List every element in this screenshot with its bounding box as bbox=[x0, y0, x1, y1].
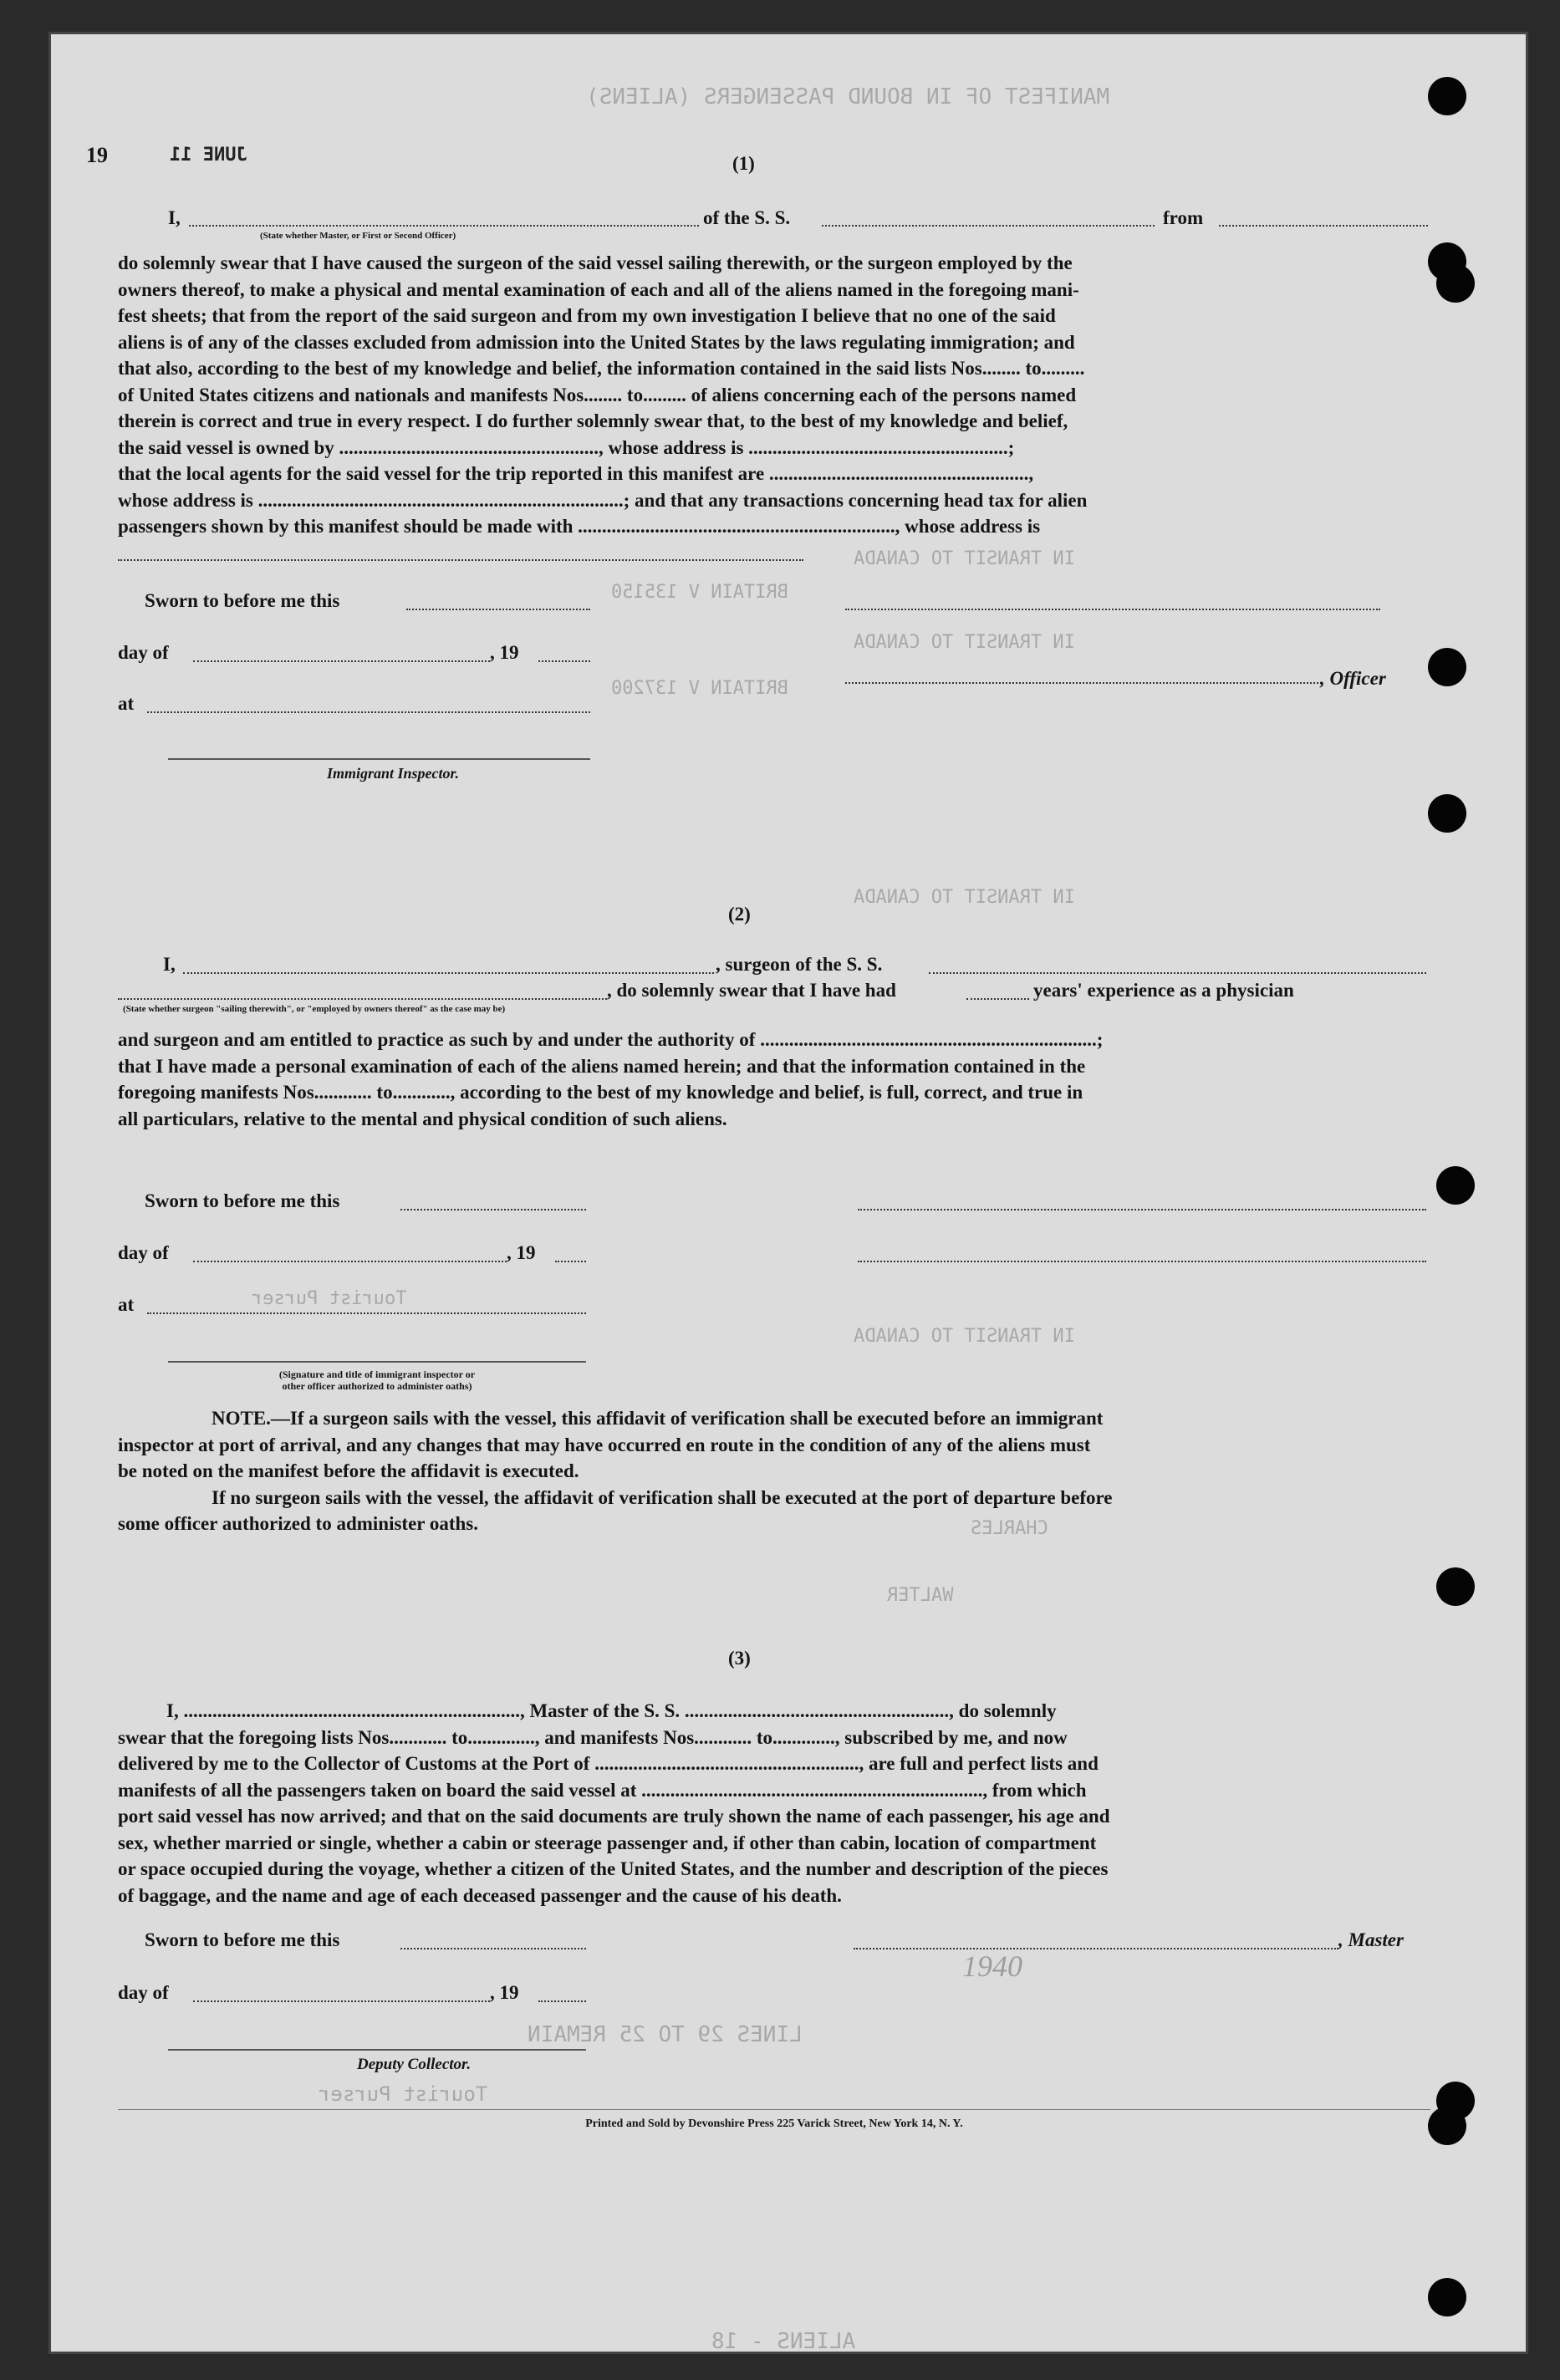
at-field-2 bbox=[147, 1312, 586, 1314]
note-paragraph bbox=[118, 1405, 1430, 1537]
day-of-field-2 bbox=[193, 1261, 507, 1262]
section-1-number: (1) bbox=[732, 153, 755, 174]
sworn-label-2: Sworn to before me this bbox=[145, 1190, 340, 1211]
officer-signature-line-1 bbox=[845, 609, 1380, 610]
section-1-paragraph bbox=[118, 250, 1430, 540]
ghost-text: CHARLES bbox=[971, 1518, 1048, 1539]
sworn-label-1: Sworn to before me this bbox=[145, 590, 340, 611]
paragraph-line: or space occupied during the voyage, whether a citizen of the United States, and the number and description of the pieces bbox=[118, 1858, 1109, 1879]
paragraph-line: swear that the foregoing lists Nos............ to.............., and manifests Nos............ to............., subscribed by me, and now bbox=[118, 1726, 1068, 1748]
officer-hint: (State whether Master, or First or Second Officer) bbox=[260, 231, 456, 241]
address-continuation-field bbox=[118, 559, 803, 561]
paragraph-line: port said vessel has now arrived; and that on the said documents are truly shown the name of each passenger, his age and bbox=[118, 1806, 1110, 1827]
page-stamp: ALIENS - 18 bbox=[711, 2329, 856, 2354]
sworn-date-field-2 bbox=[400, 1209, 586, 1210]
footer-rule bbox=[118, 2109, 1430, 2110]
inspector-signature-line bbox=[168, 758, 590, 760]
day-of-label-1: day of bbox=[118, 642, 169, 663]
surgeon-name-field bbox=[183, 972, 714, 974]
note-line: If no surgeon sails with the vessel, the affidavit of verification shall be executed at the port of departure before bbox=[212, 1486, 1113, 1508]
ghost-text: WALTER bbox=[887, 1585, 954, 1606]
year-field-1 bbox=[538, 660, 590, 662]
paragraph-line: of United States citizens and nationals and manifests Nos........ to......... of aliens concerning each of the persons named bbox=[118, 384, 1077, 405]
paragraph-line: and surgeon and am entitled to practice as such by and under the authority of ......................................................................; bbox=[118, 1029, 1104, 1050]
at-label-1: at bbox=[118, 693, 135, 714]
officer-name-field bbox=[189, 225, 699, 227]
year-19-label-3: , 19 bbox=[490, 1982, 519, 2003]
paragraph-line: sex, whether married or single, whether a cabin or steerage passenger and, if other than cabin, location of compartment bbox=[118, 1832, 1097, 1853]
at-label-2: at bbox=[118, 1294, 135, 1315]
day-of-label-3: day of bbox=[118, 1982, 169, 2003]
binder-hole bbox=[1428, 2278, 1466, 2316]
collector-signature-line bbox=[168, 2049, 586, 2051]
paragraph-line: manifests of all the passengers taken on board the said vessel at ......................................................................., from which bbox=[118, 1779, 1087, 1801]
master-signature-line bbox=[854, 1948, 1338, 1949]
do-solemnly-label: , do solemnly swear that I have had bbox=[607, 980, 896, 1001]
paragraph-line: the said vessel is owned by ......................................................, whose address is ......................................................; bbox=[118, 436, 1015, 458]
ghost-text: IN TRANSIT TO CANADA bbox=[854, 887, 1075, 908]
binder-hole bbox=[1428, 794, 1466, 833]
ghost-text: LINES 29 TO 25 REMAIN bbox=[528, 2022, 803, 2047]
note-line: be noted on the manifest before the affidavit is executed. bbox=[118, 1460, 579, 1481]
years-field bbox=[966, 998, 1029, 1000]
handwritten-number: 1940 bbox=[962, 1949, 1022, 1983]
paragraph-line: therein is correct and true in every respect. I do further solemnly swear that, to the best of my knowledge and belief, bbox=[118, 410, 1068, 431]
signature-note-2: other officer authorized to administer oaths) bbox=[282, 1380, 472, 1392]
officer-label: , Officer bbox=[1320, 668, 1386, 689]
at-filled-text: Tourist Purser bbox=[252, 1288, 407, 1309]
date-stamp: JUNE 11 bbox=[170, 145, 247, 166]
paragraph-line: I, ......................................................................, Master of the S. S. ......................................................., do solemnly bbox=[166, 1700, 1057, 1721]
printer-line: Printed and Sold by Devonshire Press 225 Varick Street, New York 14, N. Y. bbox=[585, 2118, 963, 2130]
paragraph-line: foregoing manifests Nos............ to............, according to the best of my knowledge and belief, is full, correct, and true in bbox=[118, 1082, 1083, 1103]
paragraph-line: that I have made a personal examination of each of the aliens named herein; and that the information contained in the bbox=[118, 1055, 1086, 1077]
section-3-paragraph bbox=[118, 1698, 1430, 1909]
section-3-number: (3) bbox=[728, 1648, 751, 1669]
binder-hole bbox=[1428, 2107, 1466, 2145]
ghost-text: BRITAIN V 137200 bbox=[611, 678, 788, 699]
binder-hole bbox=[1428, 648, 1466, 686]
at-field-1 bbox=[147, 711, 590, 713]
master-label: , Master bbox=[1338, 1929, 1404, 1950]
paragraph-line: aliens is of any of the classes excluded from admission into the United States by the laws regulating immigration; and bbox=[118, 331, 1075, 353]
year-19-label-2: , 19 bbox=[507, 1242, 536, 1263]
deputy-collector-label: Deputy Collector. bbox=[357, 2056, 472, 2073]
day-of-label-2: day of bbox=[118, 1242, 169, 1263]
signature-line-2 bbox=[168, 1361, 586, 1363]
year-field-3 bbox=[538, 2000, 586, 2002]
sworn-label-3: Sworn to before me this bbox=[145, 1929, 340, 1950]
day-of-field-3 bbox=[193, 2000, 490, 2002]
paragraph-line: owners thereof, to make a physical and mental examination of each and all of the aliens named in the foregoing mani- bbox=[118, 278, 1079, 300]
sworn-date-field-1 bbox=[406, 609, 590, 610]
day-of-field-1 bbox=[193, 660, 490, 662]
note-line: inspector at port of arrival, and any changes that may have occurred en route in the condition of any of the aliens must bbox=[118, 1434, 1091, 1455]
paragraph-line: all particulars, relative to the mental and physical condition of such aliens. bbox=[118, 1108, 727, 1129]
paragraph-line: of baggage, and the name and age of each deceased passenger and the cause of his death. bbox=[118, 1884, 842, 1906]
year-field-2 bbox=[555, 1261, 586, 1262]
note-line: some officer authorized to administer oaths. bbox=[118, 1513, 478, 1534]
paragraph-line: delivered by me to the Collector of Customs at the Port of ......................................................., are full and perfect lists and bbox=[118, 1753, 1099, 1774]
ghost-text: IN TRANSIT TO CANADA bbox=[854, 632, 1075, 653]
ghost-text: MANIFEST OF IN BOUND PASSENGERS (ALIENS) bbox=[586, 84, 1110, 110]
vessel-name-field bbox=[822, 225, 1155, 227]
of-the-ss-label: of the S. S. bbox=[703, 207, 791, 228]
paragraph-line: that the local agents for the said vessel for the trip reported in this manifest are ......................................................, bbox=[118, 463, 1034, 484]
section-1-i: I, bbox=[168, 207, 181, 228]
years-experience-label: years' experience as a physician bbox=[1033, 980, 1294, 1001]
from-label: from bbox=[1163, 207, 1204, 228]
ghost-text: BRITAIN V 135150 bbox=[611, 582, 788, 603]
binder-hole bbox=[1436, 264, 1475, 303]
paragraph-line: fest sheets; that from the report of the said surgeon and from my own investigation I believe that no one of the said bbox=[118, 305, 1056, 326]
section-2-i: I, bbox=[163, 954, 176, 975]
section-2-paragraph bbox=[118, 1027, 1430, 1132]
year-19-label-1: , 19 bbox=[490, 642, 519, 663]
signature-note-1: (Signature and title of immigrant inspector or bbox=[278, 1368, 476, 1380]
paragraph-line: do solemnly swear that I have caused the surgeon of the said vessel sailing therewith, or the surgeon employed by the bbox=[118, 252, 1073, 273]
binder-hole bbox=[1436, 1567, 1475, 1606]
paragraph-line: that also, according to the best of my knowledge and belief, the information contained in the said lists Nos........ to......... bbox=[118, 358, 1085, 379]
document-sheet bbox=[48, 32, 1528, 2354]
sworn-date-field-3 bbox=[400, 1948, 586, 1949]
paragraph-line: whose address is ............................................................................; and that any transactions concerning head tax for alien bbox=[118, 489, 1088, 511]
ghost-text: IN TRANSIT TO CANADA bbox=[854, 548, 1075, 569]
year-stamp: 19 bbox=[86, 143, 108, 167]
surgeon-of-label: , surgeon of the S. S. bbox=[716, 954, 883, 975]
section-2-number: (2) bbox=[728, 904, 751, 925]
immigrant-inspector-label: Immigrant Inspector. bbox=[327, 765, 460, 782]
ghost-text: Tourist Purser bbox=[319, 2082, 488, 2106]
surgeon-signature-line-2 bbox=[858, 1261, 1426, 1262]
binder-hole bbox=[1436, 1166, 1475, 1205]
from-port-field bbox=[1219, 225, 1428, 227]
surgeon-type-field bbox=[118, 998, 607, 1000]
paragraph-line: passengers shown by this manifest should be made with .................................................................., whose address is bbox=[118, 516, 1041, 537]
surgeon-signature-line-1 bbox=[858, 1209, 1426, 1210]
note-line: NOTE.—If a surgeon sails with the vessel, this affidavit of verification shall be executed before an immigrant bbox=[212, 1408, 1104, 1429]
ghost-text: IN TRANSIT TO CANADA bbox=[854, 1326, 1075, 1347]
binder-hole bbox=[1428, 77, 1466, 115]
surgeon-vessel-field bbox=[929, 972, 1426, 974]
surgeon-hint: (State whether surgeon "sailing therewith", or "employed by owners thereof" as the case may be) bbox=[123, 1004, 506, 1014]
officer-signature-line-2 bbox=[845, 682, 1322, 684]
